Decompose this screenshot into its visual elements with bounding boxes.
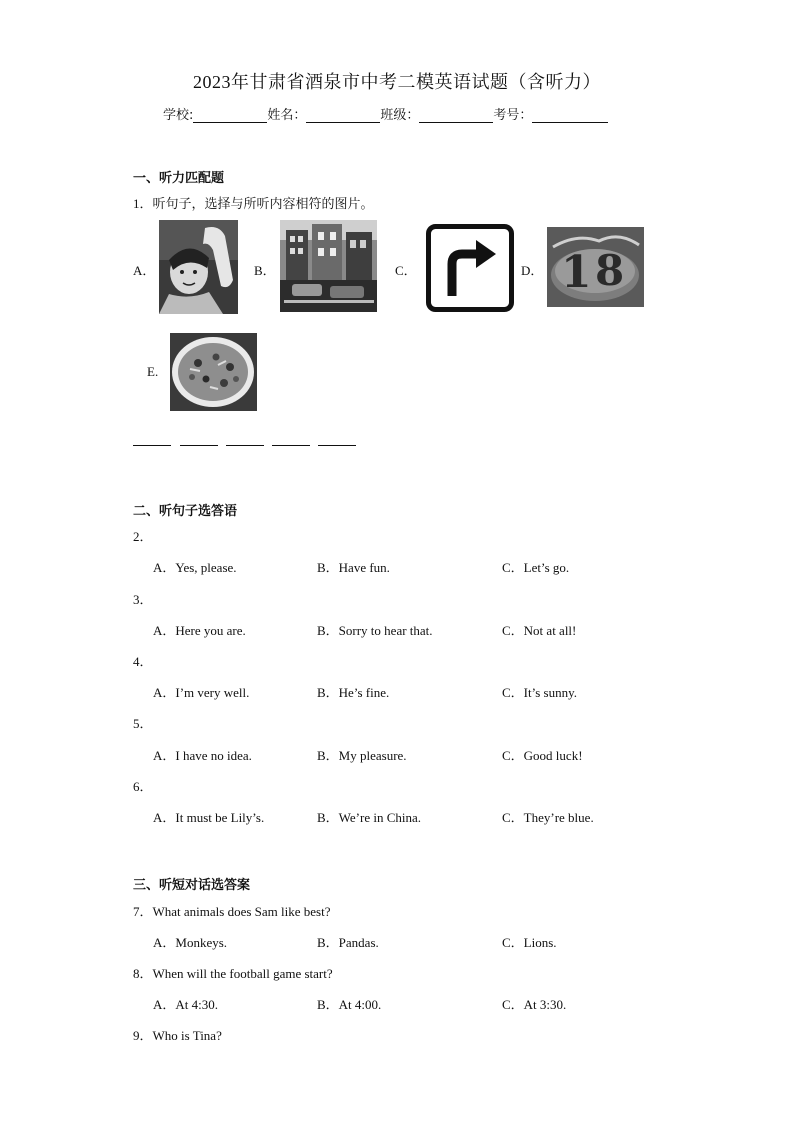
option-7a: A．Monkeys. <box>153 935 228 950</box>
street-photo-icon <box>280 220 377 312</box>
name-blank[interactable] <box>306 108 380 123</box>
question-2-number: 2． <box>133 529 153 544</box>
option-3c: C．Not at all! <box>502 623 577 638</box>
option-3a: A．Here you are. <box>153 623 246 638</box>
answer-blank-5[interactable] <box>318 445 356 446</box>
class-label: 班级： <box>380 108 420 123</box>
answer-blank-1[interactable] <box>133 445 171 446</box>
turn-right-sign-icon <box>426 224 514 312</box>
image-label-a: A． <box>133 263 156 278</box>
class-blank[interactable] <box>419 108 493 123</box>
option-8a: A．At 4:30. <box>153 997 219 1012</box>
section-heading-1: 一、听力匹配题 <box>133 171 225 186</box>
pizza-photo-icon <box>170 333 257 411</box>
option-8c: C．At 3:30. <box>502 997 567 1012</box>
number-blank[interactable] <box>532 108 608 123</box>
image-label-b: B． <box>254 263 276 278</box>
option-3b: B．Sorry to hear that. <box>317 623 433 638</box>
number-label: 考号： <box>493 108 533 123</box>
school-label: 学校: <box>163 108 194 123</box>
answer-blank-3[interactable] <box>226 445 264 446</box>
question-1: 1．听句子，选择与所听内容相符的图片。 <box>133 196 374 211</box>
option-4c: C．It’s sunny. <box>502 685 577 700</box>
svg-text:8: 8 <box>595 246 625 295</box>
question-8: 8．When will the football game start? <box>133 966 333 981</box>
option-4a: A．I’m very well. <box>153 685 250 700</box>
option-5a: A．I have no idea. <box>153 748 252 763</box>
girl-photo-icon <box>159 220 238 314</box>
option-7b: B．Pandas. <box>317 935 379 950</box>
option-4b: B．He’s fine. <box>317 685 390 700</box>
question-9: 9．Who is Tina? <box>133 1028 222 1043</box>
option-2a: A．Yes, please. <box>153 560 237 575</box>
question-7: 7．What animals does Sam like best? <box>133 904 331 919</box>
option-5c: C．Good luck! <box>502 748 583 763</box>
image-label-c: C． <box>395 263 417 278</box>
question-6-number: 6． <box>133 779 153 794</box>
question-4-number: 4． <box>133 654 153 669</box>
image-label-e: E. <box>147 364 159 379</box>
option-6b: B．We’re in China. <box>317 810 422 825</box>
option-2c: C．Let’s go. <box>502 560 570 575</box>
option-7c: C．Lions. <box>502 935 557 950</box>
option-6c: C．They’re blue. <box>502 810 594 825</box>
answer-blank-2[interactable] <box>180 445 218 446</box>
question-5-number: 5． <box>133 716 153 731</box>
cake-photo-icon <box>547 227 644 307</box>
name-label: 姓名： <box>267 108 307 123</box>
svg-text:1: 1 <box>561 247 592 298</box>
option-2b: B．Have fun. <box>317 560 390 575</box>
student-info-row <box>163 104 608 123</box>
school-blank[interactable] <box>193 108 267 123</box>
exam-title: 2023年甘肃省酒泉市中考二模英语试题（含听力） <box>193 72 601 92</box>
section-heading-3: 三、听短对话选答案 <box>133 878 251 893</box>
option-5b: B．My pleasure. <box>317 748 407 763</box>
question-3-number: 3． <box>133 592 153 607</box>
option-6a: A．It must be Lily’s. <box>153 810 265 825</box>
section-heading-2: 二、听句子选答语 <box>133 504 238 519</box>
image-label-d: D． <box>521 263 544 278</box>
answer-blank-4[interactable] <box>272 445 310 446</box>
option-8b: B．At 4:00. <box>317 997 382 1012</box>
